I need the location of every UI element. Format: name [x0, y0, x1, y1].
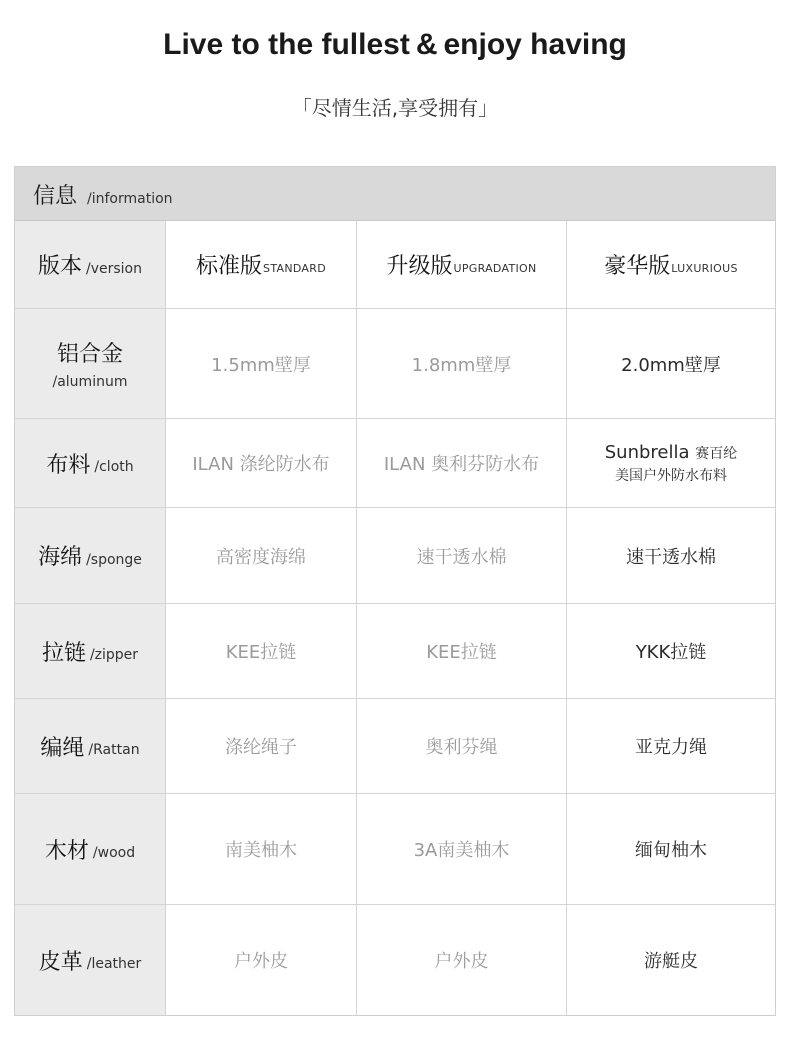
row-label-zh: 铝合金 [56, 342, 123, 367]
cell-value: KEE拉链 [225, 642, 297, 663]
table-row-rattan [15, 699, 775, 794]
cloth-brand-main: Sunbrella [604, 441, 690, 463]
cell-standard [166, 604, 357, 698]
version-en: STANDARD [263, 262, 326, 275]
table-row-zipper [15, 604, 775, 699]
cell-value: 涤纶绳子 [225, 737, 297, 758]
table-row-cloth [15, 419, 775, 508]
row-label-zh: 皮革 [38, 949, 83, 975]
version-zh: 豪华版 [604, 254, 671, 279]
row-label-wood [15, 794, 166, 904]
comparison-table [14, 166, 776, 1016]
row-label-en: /sponge [86, 551, 142, 568]
table-row-aluminum [15, 309, 775, 419]
cell-upgradation [357, 604, 567, 698]
row-label-zh: 拉链 [41, 640, 86, 666]
row-label-en: /cloth [94, 459, 134, 475]
row-label-zh: 布料 [46, 452, 91, 478]
row-label-en: /version [86, 260, 142, 277]
info-header-en: /information [87, 191, 173, 207]
cell-standard [166, 905, 357, 1015]
cell-value: 2.0mm壁厚 [621, 354, 721, 376]
row-label-zh: 编绳 [40, 735, 85, 761]
cell-luxurious [567, 419, 775, 507]
cell-value: 缅甸柚木 [635, 840, 707, 861]
row-label-en: /zipper [89, 647, 139, 663]
row-label-en: /wood [92, 845, 136, 861]
row-label-zipper [15, 604, 166, 698]
cell-value: 速干透水棉 [416, 546, 507, 568]
cell-value: KEE拉链 [426, 642, 497, 663]
version-zh: 标准版 [196, 254, 263, 279]
row-label-en: /leather [86, 956, 142, 972]
cell-value: 户外皮 [234, 951, 288, 972]
row-label-aluminum [15, 309, 166, 418]
cell-value: 南美柚木 [225, 840, 297, 861]
row-label-zh: 版本 [37, 254, 82, 279]
version-zh: 升级版 [386, 254, 453, 279]
table-row-version [15, 221, 775, 309]
table-row-leather [15, 905, 775, 1015]
cell-upgradation [357, 699, 567, 793]
cell-value: ILAN 奥利芬防水布 [383, 454, 540, 475]
cloth-brand [605, 442, 738, 463]
row-label-en: /Rattan [88, 742, 140, 758]
cell-luxurious [567, 309, 775, 418]
row-label-sponge [15, 508, 166, 603]
row-label-cloth [15, 419, 166, 507]
version-upgradation [357, 221, 567, 308]
cell-luxurious [567, 794, 775, 904]
version-en: UPGRADATION [453, 262, 537, 275]
row-label-zh: 木材 [44, 838, 89, 864]
cell-luxurious [567, 699, 775, 793]
cell-value: 奥利芬绳 [425, 737, 498, 758]
cell-value: 游艇皮 [644, 951, 698, 972]
cell-upgradation [357, 905, 567, 1015]
cell-standard [166, 309, 357, 418]
page-subtitle: 「尽情生活,享受拥有」 [291, 96, 499, 120]
cell-value: ILAN 涤纶防水布 [192, 454, 330, 475]
cloth-brand-desc: 美国户外防水布料 [614, 467, 727, 484]
cell-upgradation [357, 794, 567, 904]
version-en: LUXURIOUS [671, 262, 738, 275]
cell-value: 户外皮 [434, 951, 489, 972]
cell-upgradation [357, 309, 567, 418]
cell-standard [166, 794, 357, 904]
row-label-zh: 海绵 [38, 545, 83, 570]
cell-upgradation [357, 508, 567, 603]
info-header-row [15, 167, 775, 221]
cell-value: 亚克力绳 [635, 737, 707, 758]
cell-luxurious [567, 905, 775, 1015]
row-label-rattan [15, 699, 166, 793]
cell-value: 1.5mm壁厚 [211, 354, 311, 376]
cell-value: YKK拉链 [635, 642, 707, 663]
row-label-en: /aluminum [52, 374, 128, 390]
cloth-luxurious-detail [605, 442, 738, 485]
cell-value: 高密度海绵 [216, 546, 306, 568]
cell-value: 速干透水棉 [626, 546, 716, 568]
version-standard [166, 221, 357, 308]
row-label-version [15, 221, 166, 308]
table-row-sponge [15, 508, 775, 604]
cell-standard [166, 699, 357, 793]
cell-value: 3A南美柚木 [413, 840, 510, 861]
cell-value: 1.8mm壁厚 [411, 354, 512, 376]
info-header-zh: 信息 [33, 184, 78, 209]
cell-standard [166, 419, 357, 507]
page-title: Live to the fullest & enjoy having [163, 28, 627, 61]
cell-upgradation [357, 419, 567, 507]
cloth-brand-zh: 赛百纶 [695, 445, 738, 462]
cell-standard [166, 508, 357, 603]
version-luxurious [567, 221, 775, 308]
row-label-leather [15, 905, 166, 1015]
table-row-wood [15, 794, 775, 905]
cell-luxurious [567, 604, 775, 698]
cell-luxurious [567, 508, 775, 603]
